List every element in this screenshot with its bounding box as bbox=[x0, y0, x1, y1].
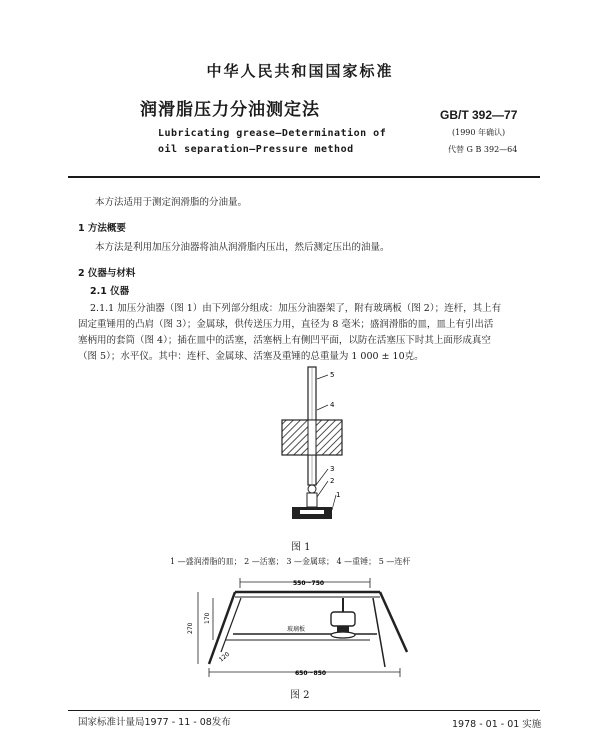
intro-paragraph: 本方法适用于测定润滑脂的分油量。 bbox=[95, 197, 248, 208]
figure-2-dim-top: 550～750 bbox=[293, 580, 325, 587]
section-2-1-1-line3: 塞柄用的套筒（图 4）；插在皿中的活塞，活塞柄上有侧凹平面，以防在活塞压下时其上面形成真空 bbox=[78, 335, 491, 346]
figure-2-drawing bbox=[187, 572, 420, 682]
figure-1-label-4: 4 bbox=[330, 401, 335, 409]
section-1-heading: 1 方法概要 bbox=[78, 223, 126, 234]
figure-1-label-3: 3 bbox=[330, 465, 335, 473]
replaces-note: 代替 G B 392—64 bbox=[448, 145, 518, 154]
section-1-text: 本方法是利用加压分油器将油从润滑脂内压出，然后测定压出的油量。 bbox=[95, 242, 390, 253]
figure-2-glass-label: 玻璃板 bbox=[287, 626, 306, 633]
figure-2-dim-corner: 120 bbox=[217, 650, 232, 664]
section-2-1-1-line4: （图 5）；水平仪。其中：连杆、金属球、活塞及重锤的总重量为 1 000 ± 10克。 bbox=[78, 351, 424, 362]
section-2-heading: 2 仪器与材料 bbox=[78, 268, 136, 279]
header-divider bbox=[68, 176, 540, 178]
standard-code: GB/T 392—77 bbox=[440, 108, 518, 122]
section-2-1-1-line2: 固定重锤用的凸肩（图 3）；金属球，供传送压力用，直径为 8 毫米；盛润滑脂的皿，皿上有引出活 bbox=[78, 319, 494, 330]
figure-1-label-1: 1 bbox=[336, 491, 341, 499]
figure-2-caption: 图 2 bbox=[290, 690, 310, 701]
standard-title-cn: 润滑脂压力分油测定法 bbox=[140, 100, 320, 120]
figure-2-dim-bottom: 650～850 bbox=[295, 670, 327, 677]
figure-1-label-5: 5 bbox=[330, 371, 335, 379]
figure-2-dim-left-inner: 170 bbox=[204, 612, 211, 624]
footer-publisher: 国家标准计量局1977 - 11 - 08发布 bbox=[78, 717, 231, 728]
metal-ball bbox=[308, 485, 316, 493]
footer-effective-date: 1978 - 01 - 01 实施 bbox=[452, 719, 542, 730]
figure-1-drawing bbox=[270, 365, 350, 540]
section-2-1-1-line1: 2.1.1 加压分油器（图 1）由下列部分组成：加压分油器架了，附有玻璃板（图 2）；连杆，其上有 bbox=[90, 303, 502, 314]
footer-divider bbox=[68, 710, 540, 711]
figure-1-label-2: 2 bbox=[330, 477, 335, 485]
piston bbox=[307, 493, 317, 507]
section-2-1-heading: 2.1 仪器 bbox=[90, 286, 130, 297]
figure-1-caption: 图 1 bbox=[291, 542, 311, 553]
standard-title-en-line2: oil separation—Pressure method bbox=[158, 144, 354, 155]
organization-header: 中华人民共和国国家标准 bbox=[206, 62, 394, 80]
figure-1-legend: 1 —盛润滑脂的皿； 2 —活塞； 3 —金属球； 4 —重锤； 5 —连杆 bbox=[170, 557, 411, 566]
confirmation-note: (1990 年确认) bbox=[452, 128, 506, 137]
standard-title-en-line1: Lubricating grease—Determination of bbox=[158, 128, 387, 139]
figure-2-dim-left-outer: 270 bbox=[187, 622, 194, 634]
